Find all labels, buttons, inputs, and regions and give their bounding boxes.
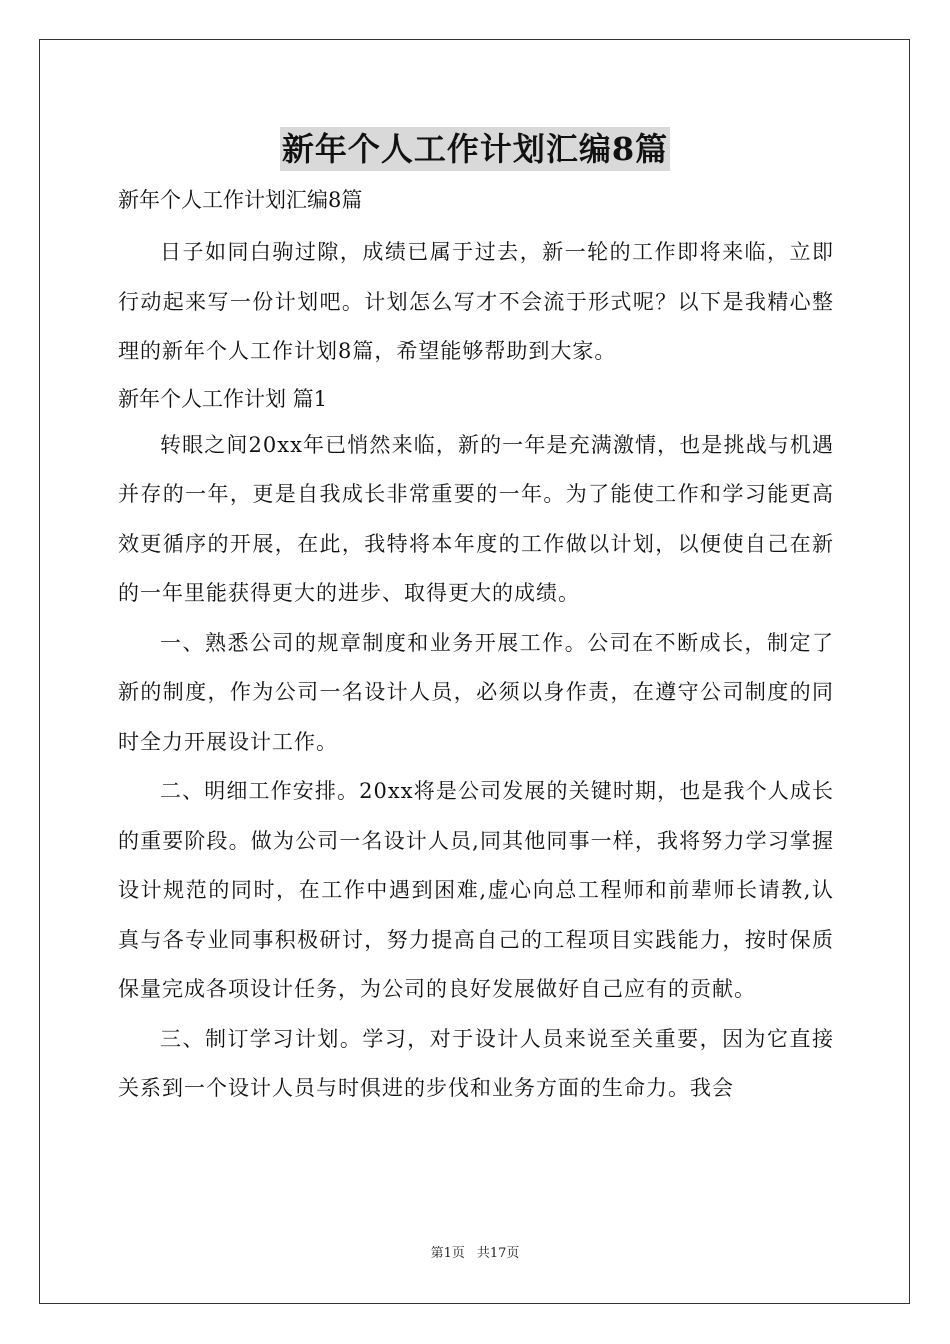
page-count: 共17页 (476, 1246, 520, 1261)
document-body (118, 178, 834, 1114)
body-paragraph: 一、熟悉公司的规章制度和业务开展工作。公司在不断成长，制定了新的制度，作为公司一名设计人员，必须以身作责，在遵守公司制度的同时全力开展设计工作。 (118, 630, 834, 754)
section-heading: 新年个人工作计划 篇1 (118, 386, 328, 411)
page-number: 第1页 (430, 1246, 465, 1261)
intro-paragraph: 日子如同白驹过隙，成绩已属于过去，新一轮的工作即将来临，立即行动起来写一份计划吧。计划怎么写才不会流于形式呢？以下是我精心整理的新年个人工作计划8篇，希望能够帮助到大家。 (118, 240, 834, 363)
title-container (0, 127, 950, 171)
body-paragraph: 二、明细工作安排。20xx将是公司发展的关键时期，也是我个人成长的重要阶段。做为公司一名设计人员,同其他同事一样，我将努力学习掌握设计规范的同时，在工作中遇到困难,虚心向总工程师和前辈师长请教,认真与各专业同事积极研讨，努力提高自己的工程项目实践能力，按时保质保量完成各项设计任务，为公司的良好发展做好自己应有的贡献。 (118, 779, 834, 1001)
document-subtitle: 新年个人工作计划汇编8篇 (118, 188, 363, 212)
body-paragraph: 转眼之间20xx年已悄然来临，新的一年是充满激情，也是挑战与机遇并存的一年，更是自我成长非常重要的一年。为了能使工作和学习能更高效更循序的开展，在此，我特将本年度的工作做以计划，以便使自己在新的一年里能获得更大的进步、取得更大的成绩。 (118, 432, 834, 605)
body-paragraph: 三、制订学习计划。学习，对于设计人员来说至关重要，因为它直接关系到一个设计人员与时俱进的步伐和业务方面的生命力。我会 (118, 1026, 834, 1100)
document-title: 新年个人工作计划汇编8篇 (280, 127, 670, 171)
page-footer (0, 1245, 950, 1263)
